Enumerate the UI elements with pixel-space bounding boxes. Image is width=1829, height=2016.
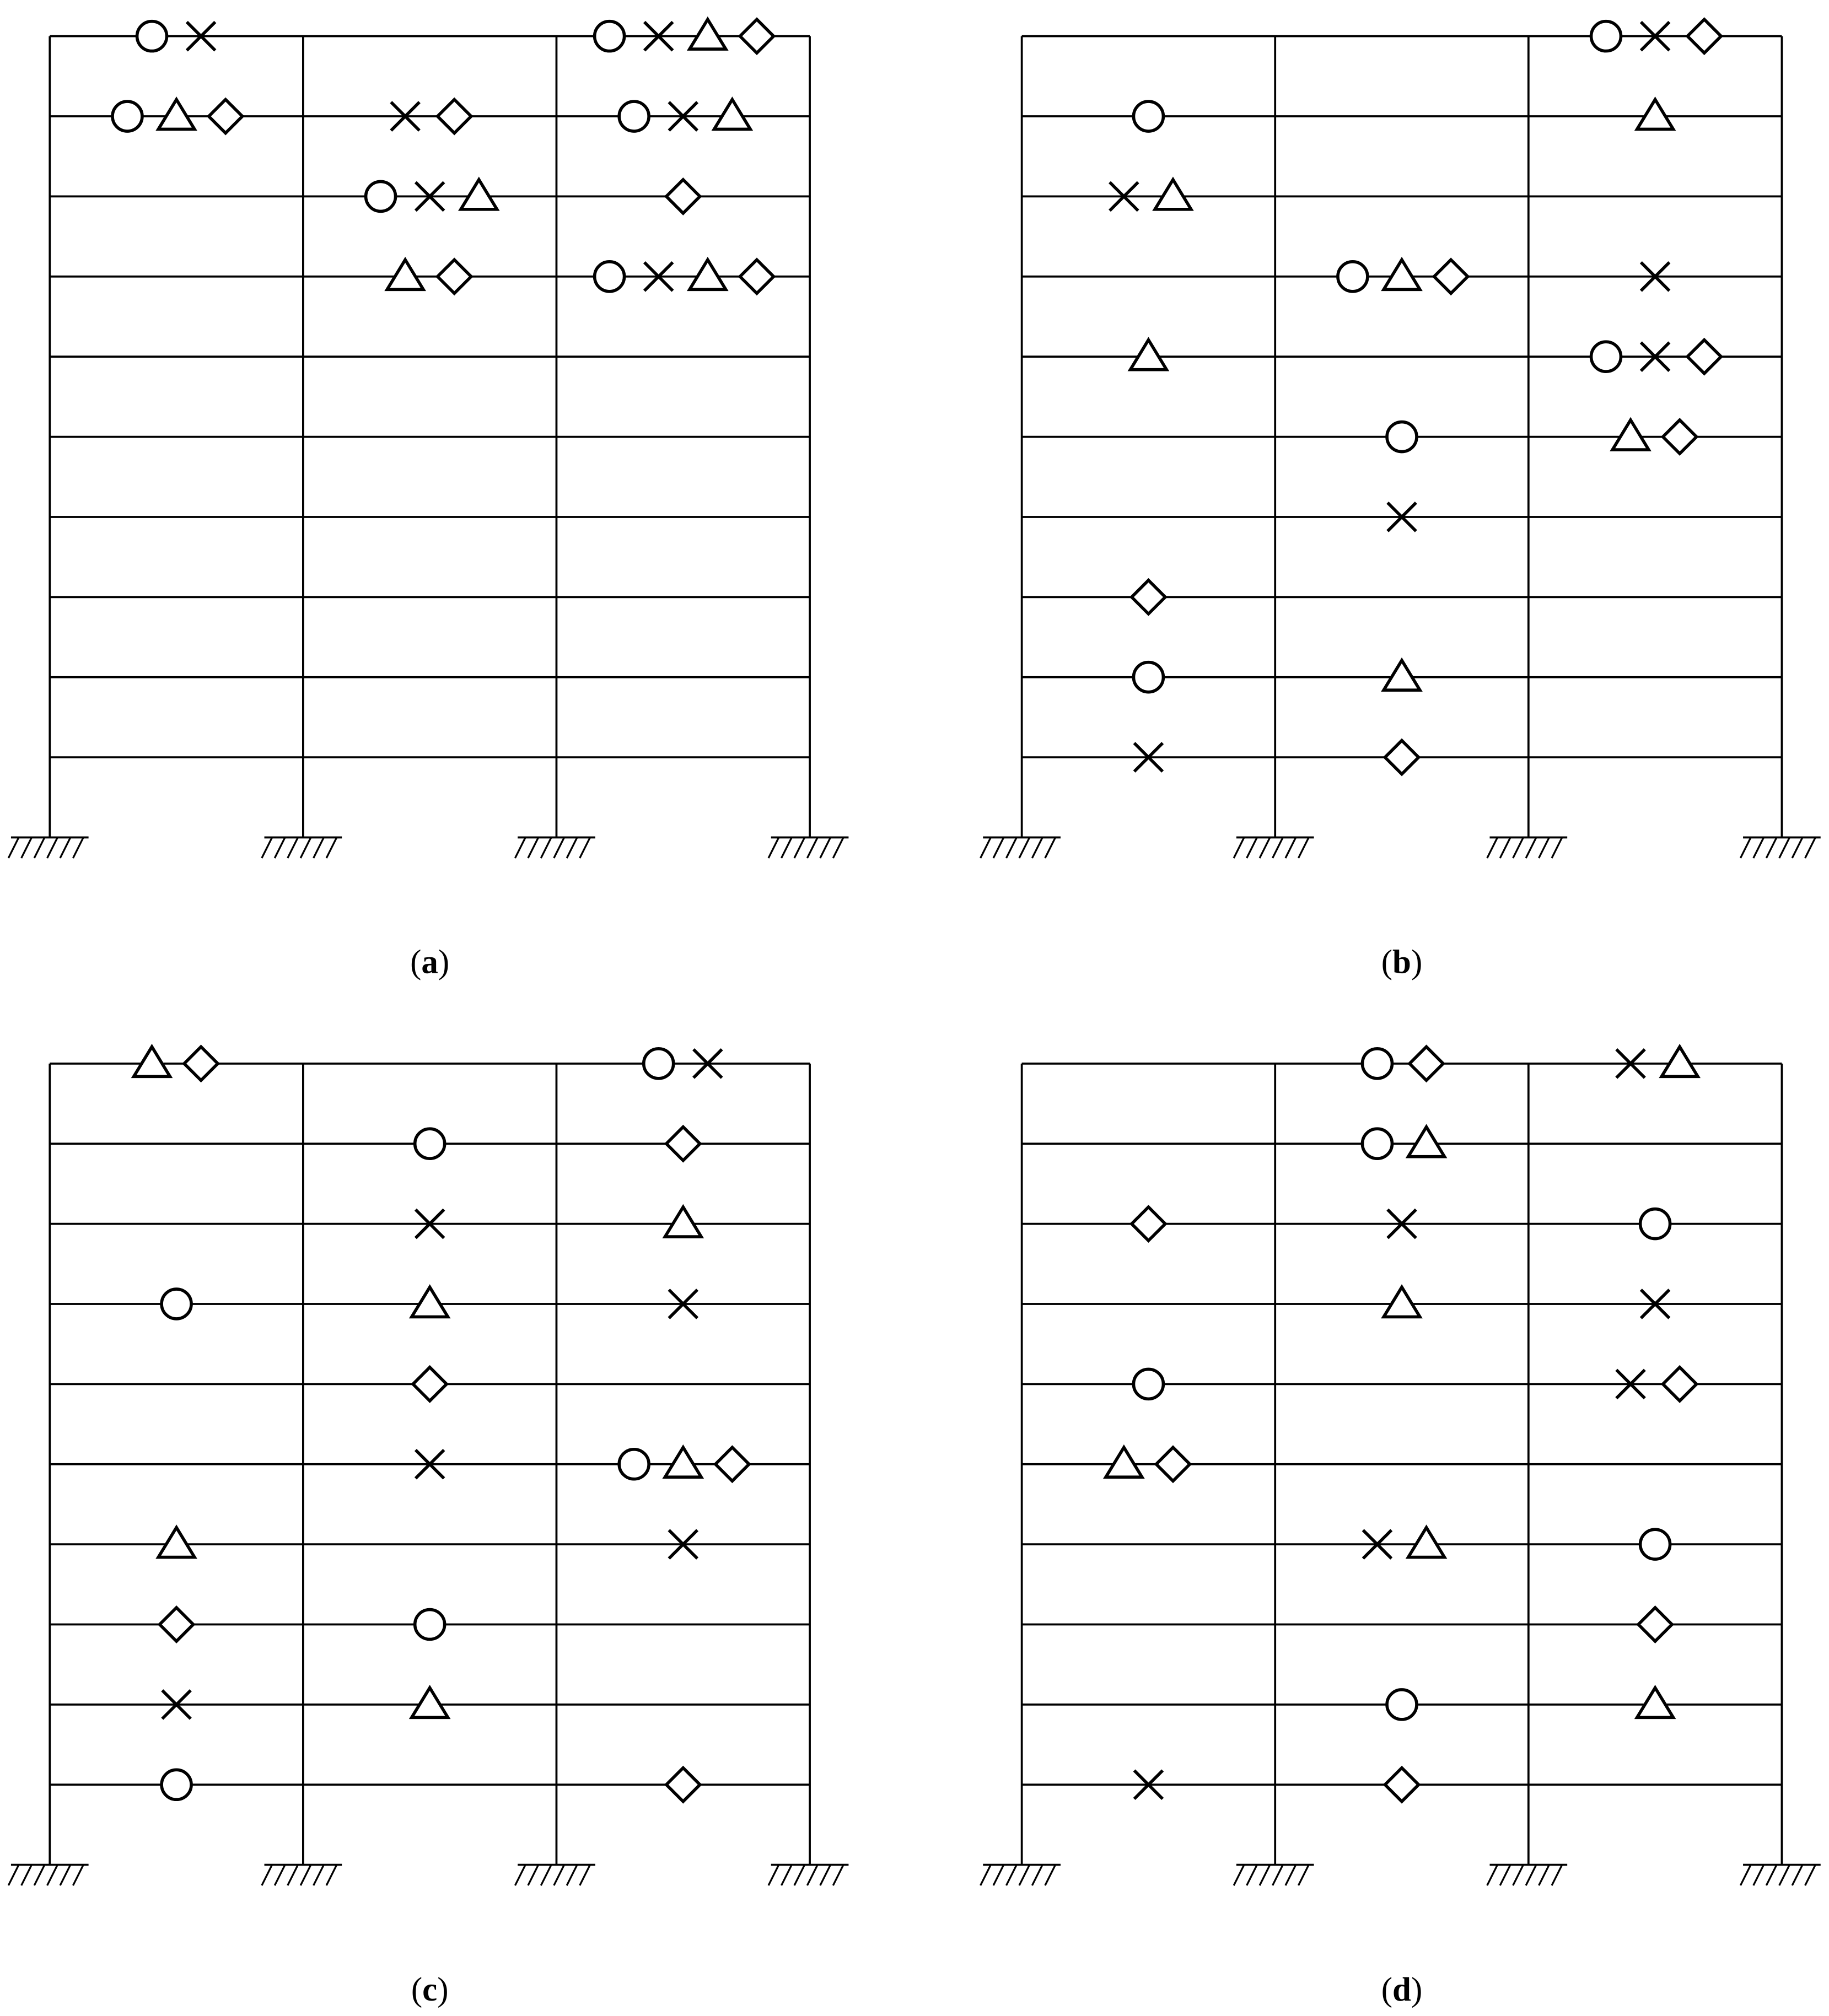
diamond-marker <box>160 1608 193 1641</box>
support-hatch <box>73 1865 83 1886</box>
diamond-marker <box>209 100 243 133</box>
support-hatch <box>981 1865 991 1886</box>
diamond-marker <box>1638 1608 1672 1641</box>
triangle-marker <box>1637 100 1674 130</box>
support-hatch <box>1045 837 1056 858</box>
marker-group <box>1387 1690 1417 1719</box>
diamond-marker <box>1132 1207 1165 1241</box>
support-hatch <box>1792 837 1803 858</box>
diamond-marker <box>438 260 471 293</box>
marker-group <box>1363 1528 1445 1559</box>
diamond-marker <box>740 19 773 53</box>
support-hatch <box>73 837 83 858</box>
support-hatch <box>1260 1865 1270 1886</box>
diamond-marker <box>438 100 471 133</box>
triangle-marker <box>665 1207 701 1237</box>
triangle-marker <box>1661 1047 1698 1076</box>
support-hatch <box>567 837 577 858</box>
marker-group <box>1385 741 1419 774</box>
frame-a <box>8 19 848 858</box>
circle-marker <box>1133 1369 1163 1399</box>
marker-group <box>1132 1207 1165 1241</box>
circle-marker <box>1387 422 1417 452</box>
support-hatch <box>1234 837 1244 858</box>
circle-marker <box>1640 1529 1670 1559</box>
support-hatch <box>1032 837 1042 858</box>
circle-marker <box>1133 101 1163 131</box>
support-hatch <box>34 837 45 858</box>
triangle-marker <box>1106 1447 1142 1477</box>
marker-group <box>1338 260 1468 293</box>
fixed-support-icon <box>768 837 848 858</box>
marker-group <box>1637 100 1674 130</box>
support-hatch <box>794 1865 805 1886</box>
diamond-marker <box>1156 1447 1190 1481</box>
support-hatch <box>47 837 58 858</box>
marker-group <box>665 1207 701 1237</box>
support-hatch <box>833 837 843 858</box>
marker-group <box>1110 180 1191 211</box>
diamond-marker <box>1434 260 1468 293</box>
circle-marker <box>415 1610 445 1640</box>
support-hatch <box>567 1865 577 1886</box>
support-hatch <box>1526 1865 1536 1886</box>
support-hatch <box>794 837 805 858</box>
support-hatch <box>1285 1865 1296 1886</box>
support-hatch <box>1234 1865 1244 1886</box>
marker-group <box>160 1608 193 1641</box>
marker-group <box>162 1770 191 1799</box>
support-hatch <box>314 1865 324 1886</box>
support-hatch <box>1298 837 1309 858</box>
fixed-support-icon <box>981 837 1061 858</box>
circle-marker <box>1640 1209 1670 1239</box>
diamond-marker <box>1663 420 1697 454</box>
circle-marker <box>619 101 649 131</box>
marker-group <box>1591 340 1722 374</box>
support-hatch <box>554 837 564 858</box>
support-hatch <box>47 1865 58 1886</box>
frame-c <box>8 1047 848 1885</box>
support-hatch <box>541 1865 551 1886</box>
support-hatch <box>1766 837 1777 858</box>
triangle-marker <box>134 1047 170 1076</box>
marker-group <box>1640 1529 1670 1559</box>
support-hatch <box>326 837 337 858</box>
marker-group <box>158 1528 195 1557</box>
support-hatch <box>1779 1865 1790 1886</box>
triangle-marker <box>1384 660 1420 690</box>
triangle-marker <box>412 1287 448 1317</box>
circle-marker <box>1133 662 1163 692</box>
marker-group <box>1638 1608 1672 1641</box>
fixed-support-icon <box>515 1865 595 1886</box>
marker-group <box>1385 1768 1419 1802</box>
support-hatch <box>1247 1865 1257 1886</box>
support-hatch <box>1513 837 1524 858</box>
fixed-support-icon <box>768 1865 848 1886</box>
support-hatch <box>580 1865 590 1886</box>
marker-group <box>1640 1209 1670 1239</box>
support-hatch <box>1298 1865 1309 1886</box>
marker-group <box>1133 662 1163 692</box>
diamond-marker <box>1687 340 1721 374</box>
diamond-marker <box>1410 1047 1443 1080</box>
fixed-support-icon <box>981 1865 1061 1886</box>
marker-group <box>162 1289 191 1319</box>
support-hatch <box>1487 1865 1498 1886</box>
support-hatch <box>1487 837 1498 858</box>
circle-marker <box>619 1449 649 1479</box>
marker-group <box>415 1129 445 1158</box>
support-hatch <box>8 837 19 858</box>
fixed-support-icon <box>515 837 595 858</box>
support-hatch <box>1779 837 1790 858</box>
support-hatch <box>1006 1865 1016 1886</box>
support-hatch <box>1513 1865 1524 1886</box>
support-hatch <box>1500 837 1510 858</box>
triangle-marker <box>158 100 195 130</box>
fixed-support-icon <box>1487 1865 1567 1886</box>
support-hatch <box>1766 1865 1777 1886</box>
support-hatch <box>262 1865 272 1886</box>
diamond-marker <box>1687 19 1721 53</box>
circle-marker <box>1387 1690 1417 1719</box>
marker-group <box>666 180 700 213</box>
triangle-marker <box>1155 180 1191 209</box>
triangle-marker <box>1408 1127 1445 1157</box>
support-hatch <box>21 837 32 858</box>
fixed-support-icon <box>262 1865 342 1886</box>
diamond-marker <box>413 1367 447 1401</box>
support-hatch <box>820 1865 831 1886</box>
marker-group <box>1384 660 1420 690</box>
frame-d <box>981 1047 1821 1885</box>
support-hatch <box>1260 837 1270 858</box>
triangle-marker <box>1612 420 1649 450</box>
marker-group <box>1132 580 1165 614</box>
marker-group <box>1133 1369 1163 1399</box>
diamond-marker <box>184 1047 218 1080</box>
support-hatch <box>1032 1865 1042 1886</box>
circle-marker <box>1591 21 1621 51</box>
support-hatch <box>768 837 779 858</box>
marker-group <box>1591 19 1722 53</box>
circle-marker <box>1362 1129 1392 1158</box>
fixed-support-icon <box>8 1865 88 1886</box>
circle-marker <box>595 21 625 51</box>
support-hatch <box>300 837 311 858</box>
circle-marker <box>1362 1049 1392 1079</box>
support-hatch <box>1045 1865 1056 1886</box>
triangle-marker <box>1384 260 1420 289</box>
triangle-marker <box>665 1447 701 1477</box>
circle-marker <box>415 1129 445 1158</box>
fixed-support-icon <box>262 837 342 858</box>
marker-group <box>1637 1688 1674 1717</box>
support-hatch <box>981 837 991 858</box>
frame-b <box>981 19 1821 858</box>
support-hatch <box>1805 1865 1816 1886</box>
circle-marker <box>1591 342 1621 371</box>
support-hatch <box>1792 1865 1803 1886</box>
support-hatch <box>807 837 817 858</box>
caption-d: (d) <box>1381 1971 1423 2008</box>
circle-marker <box>1338 262 1368 292</box>
support-hatch <box>1247 837 1257 858</box>
support-hatch <box>1285 837 1296 858</box>
support-hatch <box>768 1865 779 1886</box>
marker-group <box>1133 101 1163 131</box>
support-hatch <box>993 837 1004 858</box>
support-hatch <box>1019 837 1030 858</box>
triangle-marker <box>461 180 497 209</box>
circle-marker <box>112 101 142 131</box>
circle-marker <box>162 1770 191 1799</box>
marker-group <box>666 1768 700 1802</box>
support-hatch <box>993 1865 1004 1886</box>
marker-group <box>666 1127 700 1161</box>
marker-group <box>413 1367 447 1401</box>
circle-marker <box>162 1289 191 1319</box>
support-hatch <box>554 1865 564 1886</box>
support-hatch <box>300 1865 311 1886</box>
diamond-marker <box>666 180 700 213</box>
support-hatch <box>515 1865 525 1886</box>
support-hatch <box>833 1865 843 1886</box>
triangle-marker <box>1637 1688 1674 1717</box>
support-hatch <box>528 837 539 858</box>
support-hatch <box>1539 837 1550 858</box>
support-hatch <box>60 837 71 858</box>
marker-group <box>415 1610 445 1640</box>
support-hatch <box>1500 1865 1510 1886</box>
diamond-marker <box>666 1127 700 1161</box>
marker-group <box>112 100 243 133</box>
marker-group <box>366 180 497 211</box>
support-hatch <box>34 1865 45 1886</box>
triangle-marker <box>412 1688 448 1717</box>
support-hatch <box>314 837 324 858</box>
caption-b: (b) <box>1381 944 1423 981</box>
support-hatch <box>1006 837 1016 858</box>
triangle-marker <box>690 19 726 49</box>
support-hatch <box>288 837 298 858</box>
triangle-marker <box>1384 1287 1420 1317</box>
support-hatch <box>1539 1865 1550 1886</box>
fixed-support-icon <box>8 837 88 858</box>
diamond-marker <box>666 1768 700 1802</box>
diamond-marker <box>716 1447 749 1481</box>
fixed-support-icon <box>1234 837 1314 858</box>
support-hatch <box>1753 837 1764 858</box>
fixed-support-icon <box>1487 837 1567 858</box>
support-hatch <box>781 837 792 858</box>
triangle-marker <box>690 260 726 289</box>
support-hatch <box>1273 837 1283 858</box>
support-hatch <box>1740 837 1751 858</box>
support-hatch <box>326 1865 337 1886</box>
support-hatch <box>528 1865 539 1886</box>
diamond-marker <box>1385 741 1419 774</box>
fixed-support-icon <box>1740 1865 1820 1886</box>
diamond-marker <box>1132 580 1165 614</box>
marker-group <box>1387 422 1417 452</box>
caption-c: (c) <box>411 1971 449 2008</box>
marker-group <box>412 1688 448 1717</box>
support-hatch <box>515 837 525 858</box>
caption-a: (a) <box>410 944 450 981</box>
circle-marker <box>595 262 625 292</box>
fixed-support-icon <box>1740 837 1820 858</box>
marker-group <box>619 1447 749 1481</box>
support-hatch <box>262 837 272 858</box>
support-hatch <box>8 1865 19 1886</box>
marker-group <box>412 1287 448 1317</box>
support-hatch <box>580 837 590 858</box>
triangle-marker <box>387 260 423 289</box>
support-hatch <box>541 837 551 858</box>
support-hatch <box>1753 1865 1764 1886</box>
diamond-marker <box>1385 1768 1419 1802</box>
diamond-marker <box>1663 1367 1697 1401</box>
support-hatch <box>21 1865 32 1886</box>
support-hatch <box>1805 837 1816 858</box>
support-hatch <box>1552 837 1562 858</box>
support-hatch <box>1273 1865 1283 1886</box>
support-hatch <box>1740 1865 1751 1886</box>
marker-group <box>1384 1287 1420 1317</box>
support-hatch <box>60 1865 71 1886</box>
circle-marker <box>366 181 396 211</box>
fixed-support-icon <box>1234 1865 1314 1886</box>
triangle-marker <box>1131 340 1167 370</box>
support-hatch <box>1019 1865 1030 1886</box>
marker-group <box>1131 340 1167 370</box>
triangle-marker <box>158 1528 195 1557</box>
support-hatch <box>820 837 831 858</box>
marker-group <box>1616 1047 1698 1077</box>
support-hatch <box>807 1865 817 1886</box>
triangle-marker <box>714 100 751 130</box>
diamond-marker <box>740 260 773 293</box>
support-hatch <box>781 1865 792 1886</box>
circle-marker <box>137 21 167 51</box>
support-hatch <box>288 1865 298 1886</box>
support-hatch <box>275 837 285 858</box>
triangle-marker <box>1408 1528 1445 1557</box>
support-hatch <box>1526 837 1536 858</box>
support-hatch <box>1552 1865 1562 1886</box>
circle-marker <box>644 1049 674 1079</box>
support-hatch <box>275 1865 285 1886</box>
marker-group <box>619 100 750 131</box>
